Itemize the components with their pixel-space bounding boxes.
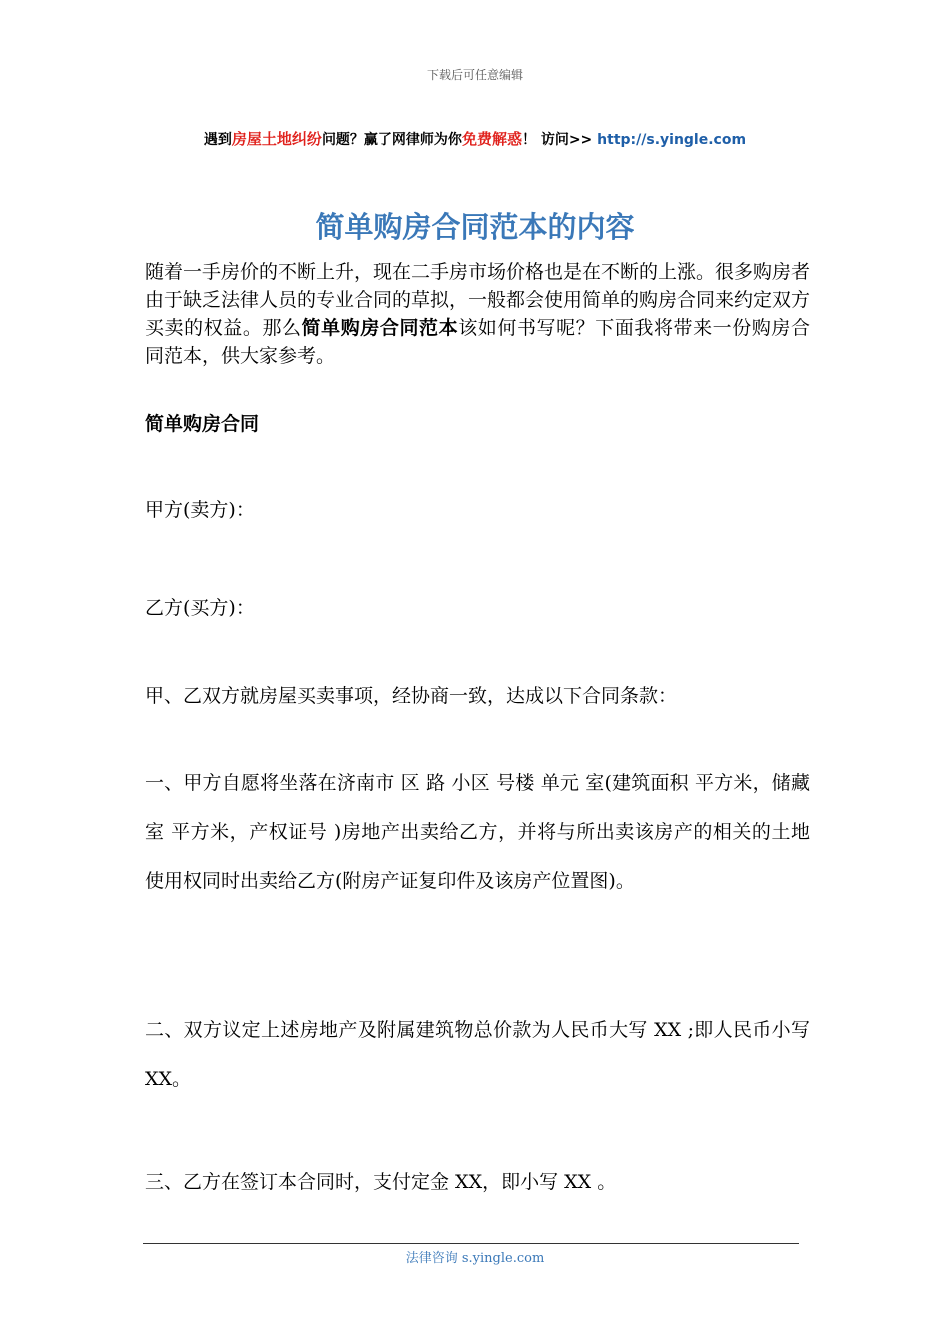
clause-1: 一、甲方自愿将坐落在济南市 区 路 小区 号楼 单元 室(建筑面积 平方米，储藏室 平方米，产权证号 )房地产出卖给乙方，并将与所出卖该房产的相关的土地使用权同时出卖给乙方(附房产证复印件及该房产位置图)。 xyxy=(145,772,810,892)
ad-highlight-free: 免费解惑 xyxy=(461,130,522,148)
ad-text-3: ！ 访问>> xyxy=(521,132,598,148)
intro-text-1: 随着一手房价的不断上升，现在二手房市场价格也是在不断的上涨。很多购房者由于缺乏法律人员的专业合同的草拟，一般都会使用简单的购房合同来约定双方买卖的权益。那么 xyxy=(145,261,811,339)
ad-link[interactable]: http://s.yingle.com xyxy=(597,132,747,148)
footer-link[interactable]: 法律咨询 s.yingle.com xyxy=(405,1251,545,1266)
ad-highlight-topic: 房屋土地纠纷 xyxy=(231,130,322,148)
clause-3: 三、乙方在签订本合同时，支付定金 XX，即小写 XX 。 xyxy=(145,1171,617,1193)
contract-heading: 简单购房合同 xyxy=(145,413,260,435)
party-a-line: 甲方(卖方)： xyxy=(145,499,255,521)
party-b-line: 乙方(买方)： xyxy=(145,597,255,619)
agreement-line: 甲、乙双方就房屋买卖事项，经协商一致，达成以下合同条款： xyxy=(145,685,678,707)
intro-bold-keyword: 简单购房合同范本 xyxy=(301,317,459,339)
intro-paragraph xyxy=(145,258,810,370)
footer-divider xyxy=(143,1243,799,1244)
download-note: 下载后可任意编辑 xyxy=(426,68,523,82)
ad-text-2: 问题？赢了网律师为你 xyxy=(321,132,462,148)
intro-text-2: 该如何书写呢？下面我将带来一份购房合同范本，供大家参考。 xyxy=(145,317,810,367)
clause-2: 二、双方议定上述房地产及附属建筑物总价款为人民币大写 XX ;即人民币小写 XX。 xyxy=(145,1019,810,1090)
ad-banner[interactable] xyxy=(0,128,950,149)
document-title: 简单购房合同范本的内容 xyxy=(315,210,635,244)
ad-text-1: 遇到 xyxy=(203,132,232,148)
